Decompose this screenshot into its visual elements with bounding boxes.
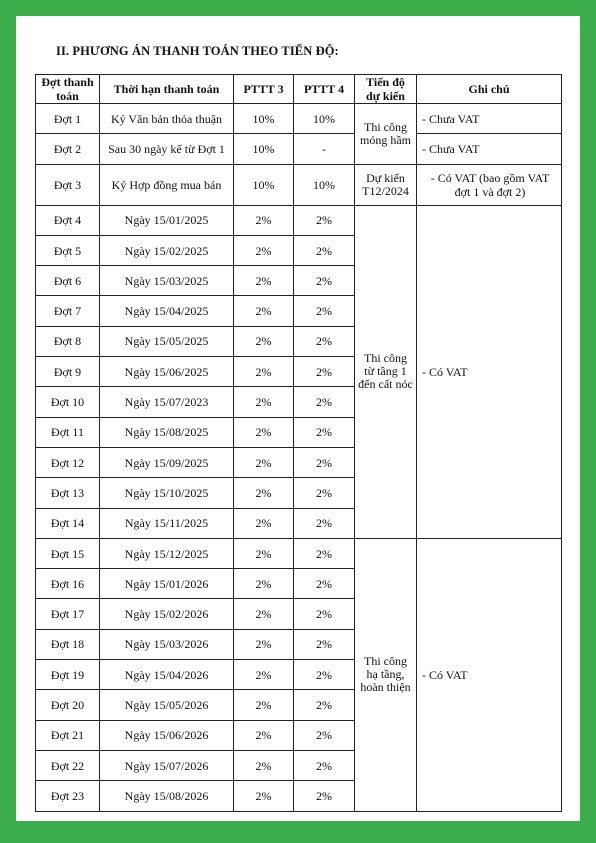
cell-han: Ngày 15/11/2025 <box>100 508 234 538</box>
col-header-pttt4: PTTT 4 <box>294 75 355 104</box>
cell-p3: 2% <box>234 387 294 417</box>
cell-p3: 2% <box>234 326 294 356</box>
cell-p3: 2% <box>234 629 294 659</box>
cell-han: Ngày 15/01/2026 <box>100 569 234 599</box>
cell-dot: Đợt 4 <box>36 205 100 235</box>
note-cell: - Có VAT <box>417 538 562 811</box>
cell-p3: 2% <box>234 569 294 599</box>
cell-han: Ngày 15/02/2025 <box>100 235 234 265</box>
cell-dot: Đợt 16 <box>36 569 100 599</box>
cell-dot: Đợt 2 <box>36 134 100 164</box>
cell-p3: 2% <box>234 266 294 296</box>
cell-han: Ngày 15/09/2025 <box>100 447 234 477</box>
cell-p4: 10% <box>294 164 355 205</box>
cell-dot: Đợt 18 <box>36 629 100 659</box>
payment-schedule-table <box>35 74 562 812</box>
cell-dot: Đợt 15 <box>36 538 100 568</box>
col-header-dot: Đợt thanh toán <box>36 75 100 104</box>
cell-han: Ký Hợp đồng mua bán <box>100 164 234 205</box>
cell-dot: Đợt 5 <box>36 235 100 265</box>
col-header-thoi-han: Thời hạn thanh toán <box>100 75 234 104</box>
cell-dot: Đợt 7 <box>36 296 100 326</box>
cell-p3: 10% <box>234 134 294 164</box>
col-header-ghi-chu: Ghi chú <box>417 75 562 104</box>
cell-p3: 2% <box>234 205 294 235</box>
cell-p4: 2% <box>294 296 355 326</box>
table-header-row <box>36 75 562 104</box>
progress-cell: Dự kiến T12/2024 <box>355 164 417 205</box>
cell-han: Ký Văn bản thỏa thuận <box>100 104 234 134</box>
progress-cell: Thi công hạ tầng, hoàn thiện <box>355 538 417 811</box>
cell-han: Ngày 15/05/2026 <box>100 690 234 720</box>
cell-han: Ngày 15/08/2026 <box>100 781 234 811</box>
cell-dot: Đợt 22 <box>36 750 100 780</box>
note-cell: - Chưa VAT <box>417 134 562 164</box>
cell-p3: 2% <box>234 781 294 811</box>
cell-han: Ngày 15/07/2026 <box>100 750 234 780</box>
cell-p4: 2% <box>294 750 355 780</box>
cell-p4: 2% <box>294 660 355 690</box>
cell-p3: 2% <box>234 508 294 538</box>
section-heading: II. PHƯƠNG ÁN THANH TOÁN THEO TIẾN ĐỘ: <box>56 44 339 58</box>
cell-p4: 2% <box>294 266 355 296</box>
cell-dot: Đợt 17 <box>36 599 100 629</box>
cell-p4: 10% <box>294 104 355 134</box>
cell-p4: 2% <box>294 235 355 265</box>
cell-p3: 2% <box>234 357 294 387</box>
cell-han: Ngày 15/03/2025 <box>100 266 234 296</box>
cell-dot: Đợt 6 <box>36 266 100 296</box>
cell-p3: 2% <box>234 235 294 265</box>
cell-han: Ngày 15/02/2026 <box>100 599 234 629</box>
cell-p4: 2% <box>294 569 355 599</box>
cell-p4: 2% <box>294 205 355 235</box>
cell-dot: Đợt 23 <box>36 781 100 811</box>
cell-dot: Đợt 11 <box>36 417 100 447</box>
cell-dot: Đợt 20 <box>36 690 100 720</box>
table-row <box>36 104 562 134</box>
cell-dot: Đợt 13 <box>36 478 100 508</box>
cell-dot: Đợt 3 <box>36 164 100 205</box>
cell-p3: 2% <box>234 599 294 629</box>
note-cell: - Có VAT <box>417 205 562 538</box>
note-cell: - Có VAT (bao gồm VAT đợt 1 và đợt 2) <box>417 164 562 205</box>
cell-p4: 2% <box>294 478 355 508</box>
table-row <box>36 538 562 568</box>
cell-dot: Đợt 21 <box>36 720 100 750</box>
cell-dot: Đợt 9 <box>36 357 100 387</box>
progress-cell: Thi công từ tầng 1 đến cất nóc <box>355 205 417 538</box>
cell-p3: 2% <box>234 447 294 477</box>
cell-p4: 2% <box>294 387 355 417</box>
cell-p4: 2% <box>294 357 355 387</box>
cell-han: Ngày 15/04/2025 <box>100 296 234 326</box>
cell-han: Sau 30 ngày kể từ Đợt 1 <box>100 134 234 164</box>
note-cell: - Chưa VAT <box>417 104 562 134</box>
cell-han: Ngày 15/07/2023 <box>100 387 234 417</box>
cell-p4: 2% <box>294 538 355 568</box>
cell-p4: 2% <box>294 508 355 538</box>
cell-dot: Đợt 10 <box>36 387 100 417</box>
cell-p3: 10% <box>234 164 294 205</box>
cell-han: Ngày 15/08/2025 <box>100 417 234 447</box>
progress-cell: Thi công móng hầm <box>355 104 417 165</box>
cell-han: Ngày 15/06/2025 <box>100 357 234 387</box>
cell-p3: 2% <box>234 478 294 508</box>
cell-dot: Đợt 14 <box>36 508 100 538</box>
cell-dot: Đợt 19 <box>36 660 100 690</box>
cell-p3: 10% <box>234 104 294 134</box>
cell-dot: Đợt 8 <box>36 326 100 356</box>
cell-p4: 2% <box>294 690 355 720</box>
cell-dot: Đợt 12 <box>36 447 100 477</box>
table-row <box>36 205 562 235</box>
cell-p4: - <box>294 134 355 164</box>
cell-p4: 2% <box>294 629 355 659</box>
cell-p4: 2% <box>294 720 355 750</box>
cell-han: Ngày 15/04/2026 <box>100 660 234 690</box>
cell-p3: 2% <box>234 720 294 750</box>
cell-han: Ngày 15/10/2025 <box>100 478 234 508</box>
cell-han: Ngày 15/05/2025 <box>100 326 234 356</box>
cell-p3: 2% <box>234 296 294 326</box>
col-header-tien-do: Tiến độ dự kiến <box>355 75 417 104</box>
cell-p3: 2% <box>234 660 294 690</box>
cell-p4: 2% <box>294 781 355 811</box>
cell-p3: 2% <box>234 750 294 780</box>
table-row <box>36 164 562 205</box>
cell-han: Ngày 15/12/2025 <box>100 538 234 568</box>
cell-p4: 2% <box>294 447 355 477</box>
cell-han: Ngày 15/01/2025 <box>100 205 234 235</box>
cell-dot: Đợt 1 <box>36 104 100 134</box>
table-row <box>36 134 562 164</box>
cell-p3: 2% <box>234 417 294 447</box>
cell-p4: 2% <box>294 599 355 629</box>
cell-p4: 2% <box>294 326 355 356</box>
cell-p4: 2% <box>294 417 355 447</box>
cell-p3: 2% <box>234 690 294 720</box>
cell-han: Ngày 15/03/2026 <box>100 629 234 659</box>
col-header-pttt3: PTTT 3 <box>234 75 294 104</box>
cell-p3: 2% <box>234 538 294 568</box>
cell-han: Ngày 15/06/2026 <box>100 720 234 750</box>
